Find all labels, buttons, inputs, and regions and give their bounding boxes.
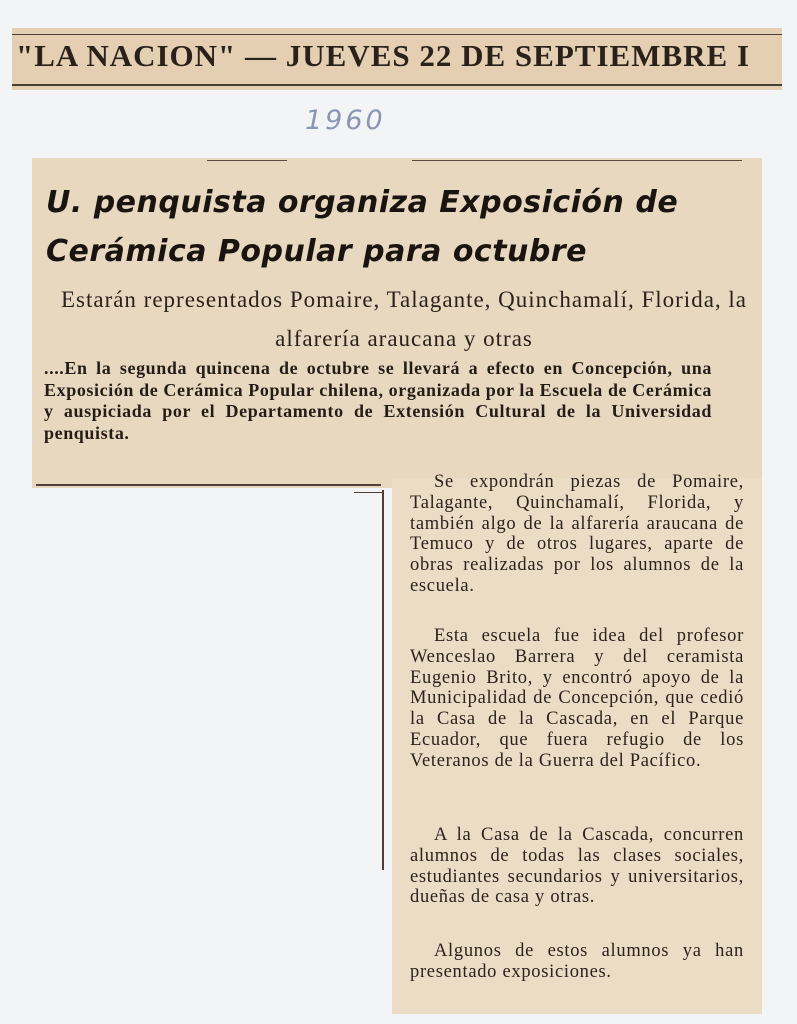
newspaper-masthead-clipping [12,28,782,90]
top-rule-left [207,160,287,161]
lead-divider-rule [36,484,381,486]
body-paragraph-3: A la Casa de la Cascada, concurren alumnos de todas las clases sociales, estudiantes secundarios y universitarios, dueñas de casa y otras. [410,825,744,908]
masthead-top-rule [12,34,782,35]
masthead-bottom-rule [12,84,782,86]
body-paragraph-2: Esta escuela fue idea del profesor Wenceslao Barrera y del ceramista Eugenio Brito, y encontró apoyo de la Municipalidad de Concepción, que cedió la Casa de la Cascada, en el Parque Ecuador, que fuera refugio de los Veteranos de la Guerra del Pacífico. [410,626,744,771]
body-paragraph-1: Se expondrán piezas de Pomaire, Talagante, Quinchamalí, Florida, y también algo de la alfarería araucana de Temuco y de otros lugares, aparte de obras realizadas por los alumnos de la escuela. [410,472,744,596]
article-headline: U. penquista organiza Exposición de Cerámica Popular para octubre [46,185,679,269]
body-paragraph-4: Algunos de estos alumnos ya han presentado exposiciones. [410,941,744,982]
column-divider-rule [382,490,384,870]
handwritten-year: 1960 [305,105,386,136]
column-corner-rule [354,492,382,493]
article-body-column [392,472,762,1014]
masthead-text: "LA NACION" — JUEVES 22 DE SEPTIEMBRE I [16,38,751,73]
article-clipping [32,158,762,488]
article-lead-paragraph: ....En la segunda quincena de octubre se llevará a efecto en Concepción, una Exposición de Cerámica Popular chilena, organizada por la Escuela de Cerámica y auspiciada por el Departamento de Extensión Cultural de la Universidad penquista. [44,358,713,443]
article-subheadline: Estarán representados Pomaire, Talagante, Quinchamalí, Florida, la alfarería araucana y otras [60,287,748,351]
top-rule-right [412,160,742,161]
